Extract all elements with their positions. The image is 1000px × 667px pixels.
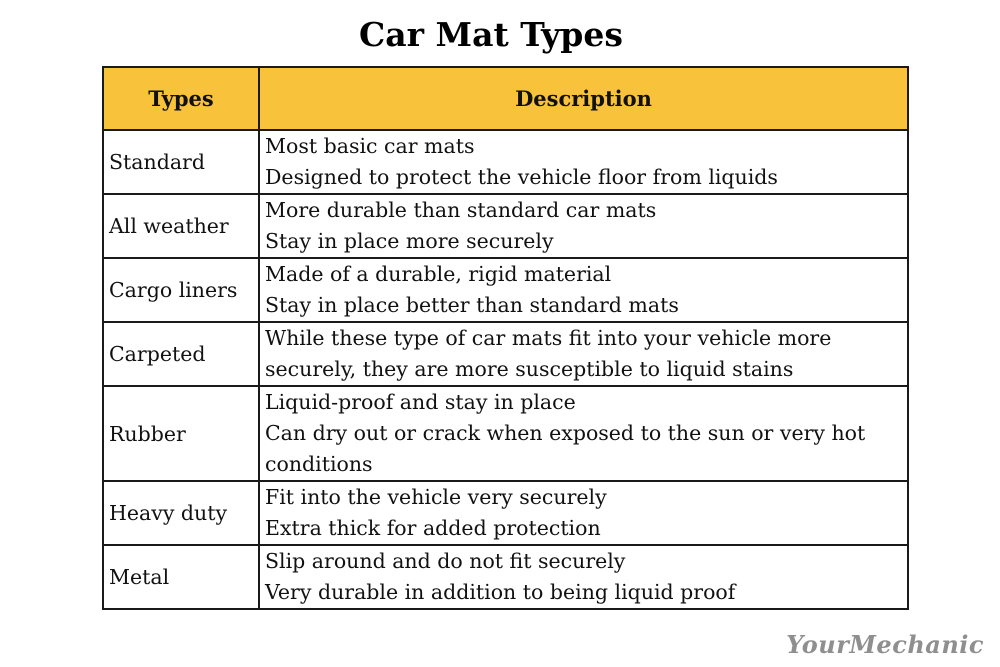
description-line: securely, they are more susceptible to liquid stains: [265, 357, 794, 381]
table-row: [103, 130, 908, 194]
yourmechanic-logo: YourMechanic: [786, 630, 984, 659]
type-cell: Heavy duty: [103, 481, 259, 545]
description-line: Made of a durable, rigid material: [265, 262, 612, 286]
description-line: Can dry out or crack when exposed to the sun or very hot: [265, 421, 866, 445]
column-header-description: Description: [259, 67, 908, 130]
table-header-row: [103, 67, 908, 130]
description-cell: [259, 322, 908, 386]
description-cell: [259, 545, 908, 609]
description-cell: [259, 481, 908, 545]
description-cell: [259, 194, 908, 258]
table-row: [103, 386, 908, 481]
description-line: While these type of car mats fit into your vehicle more: [265, 326, 832, 350]
description-line: More durable than standard car mats: [265, 198, 657, 222]
type-cell: Cargo liners: [103, 258, 259, 322]
description-cell: [259, 386, 908, 481]
table-row: [103, 258, 908, 322]
car-mat-types-table: [102, 66, 909, 610]
table-row: [103, 481, 908, 545]
type-cell: Standard: [103, 130, 259, 194]
description-line: Stay in place more securely: [265, 229, 554, 253]
description-line: conditions: [265, 452, 373, 476]
type-cell: Metal: [103, 545, 259, 609]
table-row: [103, 194, 908, 258]
description-line: Very durable in addition to being liquid proof: [265, 580, 736, 604]
column-header-types: Types: [103, 67, 259, 130]
type-cell: Carpeted: [103, 322, 259, 386]
description-line: Liquid-proof and stay in place: [265, 390, 576, 414]
description-line: Stay in place better than standard mats: [265, 293, 679, 317]
type-cell: All weather: [103, 194, 259, 258]
type-cell: Rubber: [103, 386, 259, 481]
description-line: Slip around and do not fit securely: [265, 549, 626, 573]
description-line: Most basic car mats: [265, 134, 475, 158]
description-line: Designed to protect the vehicle floor from liquids: [265, 165, 778, 189]
description-line: Fit into the vehicle very securely: [265, 485, 607, 509]
table-row: [103, 545, 908, 609]
description-cell: [259, 130, 908, 194]
table-row: [103, 322, 908, 386]
page-title: Car Mat Types: [359, 15, 623, 54]
description-cell: [259, 258, 908, 322]
description-line: Extra thick for added protection: [265, 516, 601, 540]
